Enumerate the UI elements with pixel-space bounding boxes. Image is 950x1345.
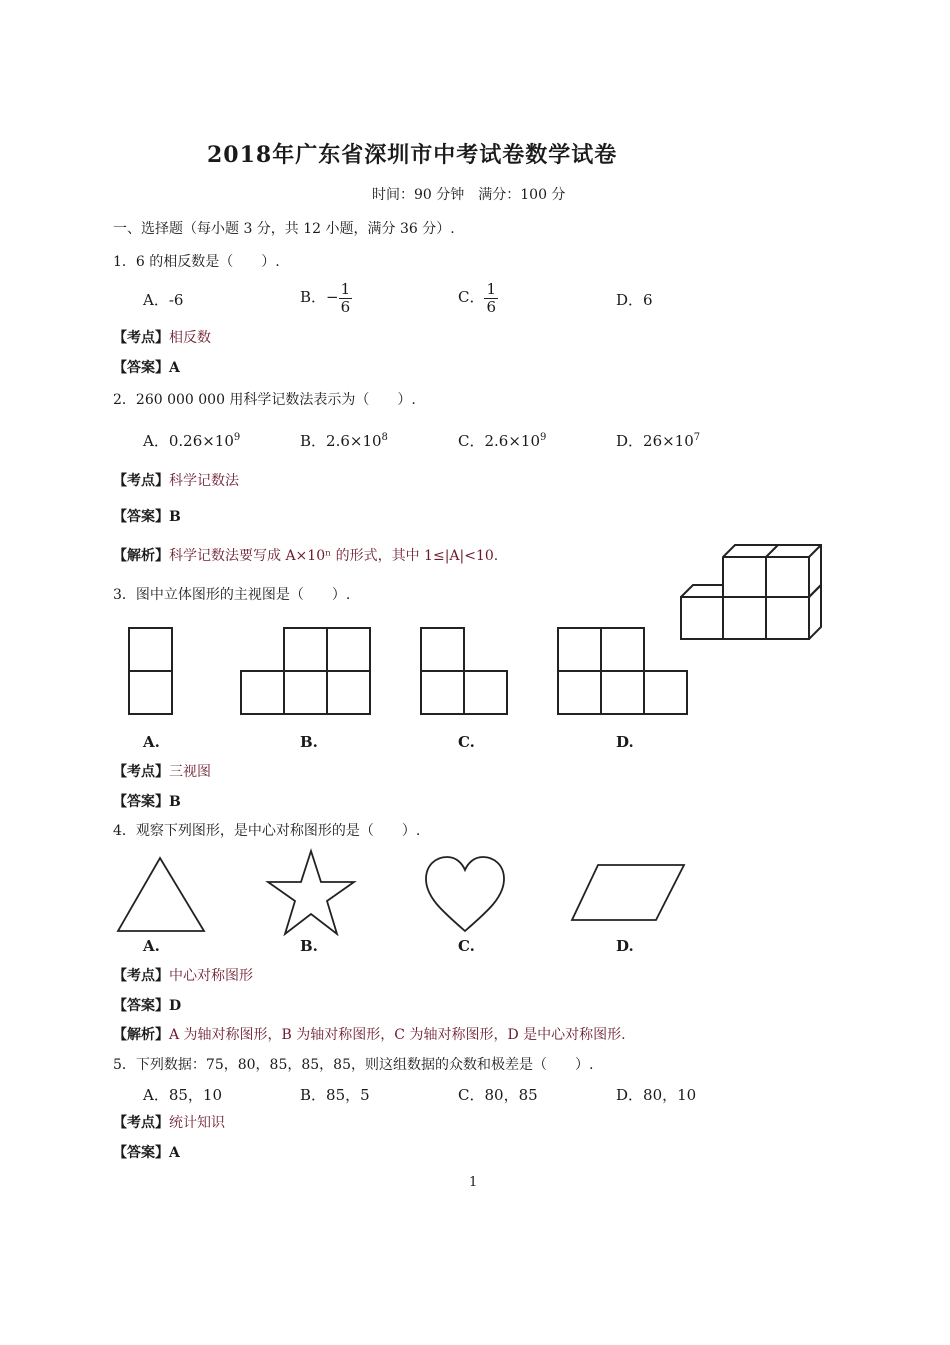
q4-label-a: A. — [143, 937, 160, 955]
q5-answer — [113, 1142, 180, 1162]
kaodian-label: 【考点】 — [113, 764, 169, 780]
star-figure — [265, 848, 357, 938]
q2-kaodian — [113, 470, 239, 490]
kaodian-value: 统计知识 — [169, 1115, 225, 1131]
q1-option-c-prefix: C． — [458, 288, 485, 306]
parallelogram-figure — [570, 862, 688, 924]
q1-kaodian — [113, 327, 211, 347]
q3-kaodian — [113, 761, 211, 781]
q1-option-b — [300, 281, 352, 315]
kaodian-label: 【考点】 — [113, 968, 169, 984]
answer-value: A — [169, 1145, 180, 1161]
section-heading: 一、选择题（每小题 3 分，共 12 小题，满分 36 分）. — [113, 221, 455, 237]
q2-d-exp: 7 — [693, 432, 701, 443]
q2-d-base: D．26×10 — [616, 432, 694, 450]
q2-b-base: B．2.6×10 — [300, 432, 382, 450]
jiexi-label: 【解析】 — [113, 548, 169, 564]
q3-view-b — [240, 627, 372, 717]
jiexi-value: A 为轴对称图形，B 为轴对称图形，C 为轴对称图形，D 是中心对称图形. — [169, 1027, 626, 1043]
kaodian-label: 【考点】 — [113, 330, 169, 346]
q5-kaodian — [113, 1112, 225, 1132]
q3-answer — [113, 791, 181, 811]
q1-option-c — [458, 281, 498, 315]
q1-answer — [113, 357, 180, 377]
q2-option-d — [616, 430, 700, 451]
q2-a-base: A．0.26×10 — [143, 432, 234, 450]
kaodian-value: 科学记数法 — [169, 473, 239, 489]
fraction — [339, 281, 353, 315]
q5-option-d: D．80，10 — [616, 1086, 697, 1104]
q2-c-base: C．2.6×10 — [458, 432, 540, 450]
q5-option-a: A．85，10 — [143, 1086, 223, 1104]
q2-answer — [113, 506, 181, 526]
answer-label: 【答案】 — [113, 360, 169, 376]
heart-figure — [422, 855, 508, 935]
exam-info: 时间：90 分钟 满分：100 分 — [372, 187, 566, 203]
kaodian-label: 【考点】 — [113, 473, 169, 489]
q3-label-d: D. — [616, 733, 634, 751]
fraction — [484, 281, 498, 315]
kaodian-label: 【考点】 — [113, 1115, 169, 1131]
q2-option-b — [300, 430, 388, 451]
q2-option-c — [458, 430, 546, 451]
q4-label-d: D. — [616, 937, 634, 955]
q3-label-b: B. — [300, 733, 318, 751]
fraction-numerator: 1 — [340, 280, 351, 298]
q2-a-exp: 9 — [233, 432, 241, 443]
fraction-denominator: 6 — [340, 297, 351, 316]
q1-option-a: A．-6 — [143, 291, 184, 309]
kaodian-value: 相反数 — [169, 330, 211, 346]
kaodian-value: 中心对称图形 — [169, 968, 253, 984]
q5-option-c: C．80，85 — [458, 1086, 538, 1104]
q3-view-d — [557, 627, 689, 717]
q4-jiexi — [113, 1024, 626, 1044]
q2-jiexi — [113, 545, 498, 565]
answer-label: 【答案】 — [113, 998, 169, 1014]
fraction-denominator: 6 — [486, 297, 497, 316]
q1-option-d: D．6 — [616, 291, 653, 309]
q3-label-a: A. — [143, 733, 160, 751]
q4-kaodian — [113, 965, 253, 985]
q2-b-exp: 8 — [381, 432, 388, 443]
answer-value: A — [169, 360, 180, 376]
answer-label: 【答案】 — [113, 509, 169, 525]
fraction-numerator: 1 — [486, 280, 497, 298]
question-4-stem: 4．观察下列图形，是中心对称图形的是（ ）. — [113, 823, 421, 839]
q3-view-c — [420, 627, 510, 717]
q1-option-b-prefix: B．− — [300, 288, 339, 306]
q4-answer — [113, 995, 181, 1015]
q4-label-b: B. — [300, 937, 318, 955]
page-number: 1 — [469, 1175, 478, 1190]
kaodian-value: 三视图 — [169, 764, 211, 780]
answer-value: B — [169, 509, 181, 525]
q3-view-a — [128, 627, 174, 717]
q2-option-a — [143, 430, 240, 451]
question-2-stem: 2．260 000 000 用科学记数法表示为（ ）. — [113, 392, 416, 408]
page-title: 2018年广东省深圳市中考试卷数学试卷 — [207, 142, 618, 168]
answer-label: 【答案】 — [113, 794, 169, 810]
q5-option-b: B．85，5 — [300, 1086, 370, 1104]
solid-figure — [678, 540, 828, 644]
jiexi-value: 科学记数法要写成 A×10ⁿ 的形式，其中 1≤|A|<10. — [169, 548, 499, 564]
q2-c-exp: 9 — [540, 432, 547, 443]
jiexi-label: 【解析】 — [113, 1027, 169, 1043]
question-5-stem: 5．下列数据：75，80，85，85，85，则这组数据的众数和极差是（ ）. — [113, 1057, 594, 1073]
answer-value: B — [169, 794, 181, 810]
question-1-stem: 1．6 的相反数是（ ）. — [113, 254, 280, 270]
answer-value: D — [169, 998, 182, 1014]
q3-label-c: C. — [458, 733, 475, 751]
question-3-stem: 3．图中立体图形的主视图是（ ）. — [113, 587, 351, 603]
q4-label-c: C. — [458, 937, 475, 955]
answer-label: 【答案】 — [113, 1145, 169, 1161]
triangle-figure — [116, 855, 208, 935]
